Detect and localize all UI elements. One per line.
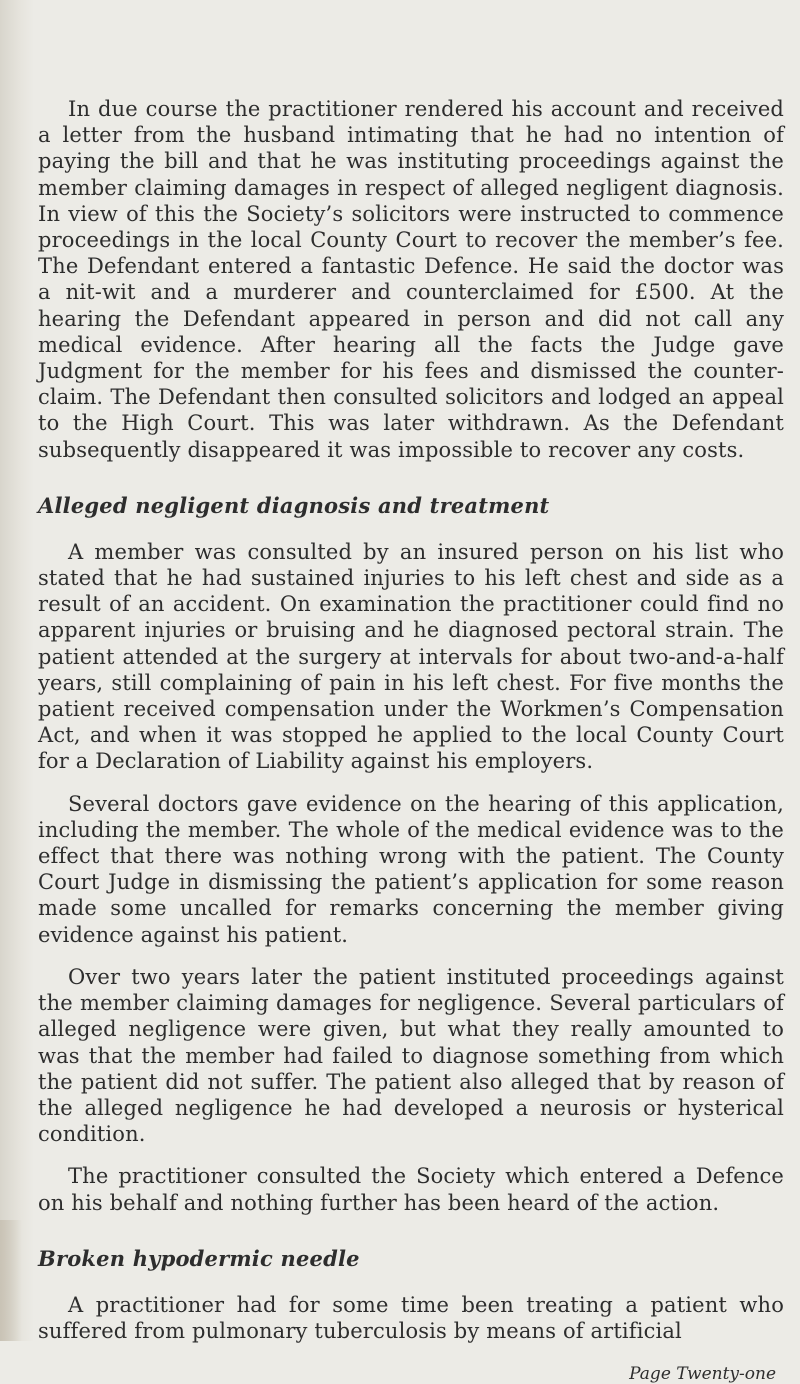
negligent-paragraph-4: The practitioner consulted the Society which entered a Defence on his behalf and nothing further has been heard of the action. — [38, 1164, 784, 1215]
page-edge-stain — [0, 1220, 22, 1341]
page-gutter-shadow — [0, 0, 34, 1341]
page-body — [38, 96, 784, 1384]
section-heading-broken-needle: Broken hypodermic needle — [38, 1245, 360, 1271]
negligent-paragraph-1: A member was consulted by an insured person on his list who stated that he had sustained injuries to his left chest and side as a result of an accident. On examination the practitioner could find no apparent injuries or bruising and he diagnosed pectoral strain. The patient attended at the surgery at intervals for about two-and-a-half years, still complaining of pain in his left chest. For five months the patient received compensation under the Workmen’s Compensation Act, and when it was stopped he applied to the local County Court for a Declaration of Liability against his employers. — [38, 539, 784, 774]
negligent-paragraph-3: Over two years later the patient instituted proceedings against the member claiming damages for negligence. Several particulars of alleged negligence were given, but what they really amounted to was that the member had failed to diagnose something from which the patient did not suffer. The patient also alleged that by reason of the alleged negligence he had developed a neurosis or hysterical condition. — [38, 964, 784, 1147]
intro-paragraph: In due course the practitioner rendered his account and received a letter from the husband intimating that he had no intention of paying the bill and that he was instituting proceedings against the member claiming damages in respect of alleged negligent diagnosis. In view of this the Society’s solicitors were instructed to commence proceedings in the local County Court to recover the member’s fee. The Defendant entered a fantastic Defence. He said the doctor was a nit-wit and a murderer and counterclaimed for £500. At the hearing the Defendant appeared in person and did not call any medical evidence. After hearing all the facts the Judge gave Judgment for the member for his fees and dismissed the counter-claim. The Defendant then consulted solicitors and lodged an appeal to the High Court. This was later withdrawn. As the Defendant subsequently disappeared it was impossible to recover any costs. — [38, 97, 784, 462]
page-number-label: Page Twenty-one — [629, 1364, 776, 1384]
needle-paragraph-1: A practitioner had for some time been treating a patient who suffered from pulmonary tuberculosis by means of artificial — [38, 1292, 784, 1343]
negligent-paragraph-2: Several doctors gave evidence on the hearing of this application, including the member. The whole of the medical evidence was to the effect that there was nothing wrong with the patient. The County Court Judge in dismissing the patient’s application for some reason made some uncalled for remarks concerning the member giving evidence against his patient. — [38, 791, 784, 947]
section-heading-negligent-diagnosis: Alleged negligent diagnosis and treatment — [38, 492, 550, 518]
